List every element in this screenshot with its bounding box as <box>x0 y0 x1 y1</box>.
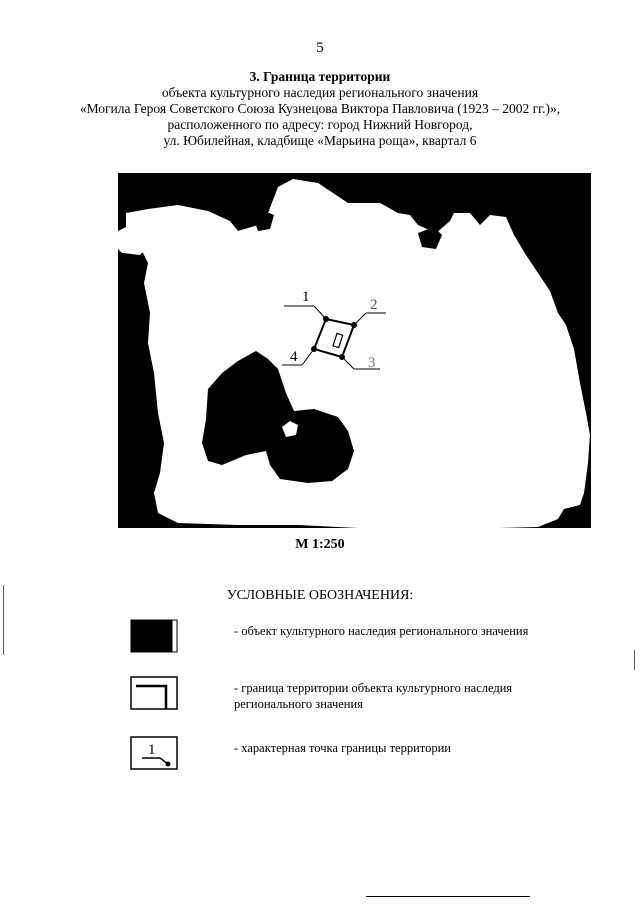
page-number: 5 <box>316 40 324 56</box>
scan-edge-right <box>634 650 635 670</box>
heading-title: 3. Граница территории <box>249 69 391 84</box>
map-scale: М 1:250 <box>295 537 345 552</box>
legend-item-point <box>130 736 560 776</box>
characteristic-point-icon <box>130 736 178 770</box>
point-symbol-label: 1 <box>148 742 156 758</box>
legend-text-boundary: - граница территории объекта культурного наследия регионального значения <box>234 681 513 711</box>
heading-line-4: ул. Юбилейная, кладбище «Марьина роща», квартал 6 <box>163 133 477 148</box>
scan-edge-left <box>3 585 4 655</box>
legend-text-object: - объект культурного наследия регионального значения <box>234 624 529 638</box>
document-heading <box>60 69 580 149</box>
object-symbol-icon <box>130 619 178 653</box>
point-label-4: 4 <box>290 349 298 365</box>
heading-line-2: «Могила Героя Советского Союза Кузнецова Виктора Павловича (1923 – 2002 гг.)», <box>79 101 561 116</box>
legend-text-point: - характерная точка границы территории <box>234 741 451 755</box>
point-label-1: 1 <box>302 289 310 305</box>
heading-line-1: объекта культурного наследия регионального значения <box>161 85 479 100</box>
boundary-point-1 <box>323 316 329 322</box>
legend-title: УСЛОВНЫЕ ОБОЗНАЧЕНИЯ: <box>226 588 414 603</box>
point-label-2: 2 <box>370 297 378 313</box>
boundary-symbol-icon <box>130 676 178 710</box>
boundary-point-4 <box>311 346 317 352</box>
boundary-point-2 <box>351 322 357 328</box>
territory-map <box>118 173 591 528</box>
point-label-3: 3 <box>368 355 376 371</box>
boundary-point-3 <box>339 354 345 360</box>
legend-item-boundary <box>130 676 560 716</box>
legend-item-object <box>130 619 560 659</box>
bottom-rule <box>366 896 530 897</box>
heading-line-3: расположенного по адресу: город Нижний Новгород, <box>167 117 473 132</box>
map-svg <box>118 173 591 528</box>
